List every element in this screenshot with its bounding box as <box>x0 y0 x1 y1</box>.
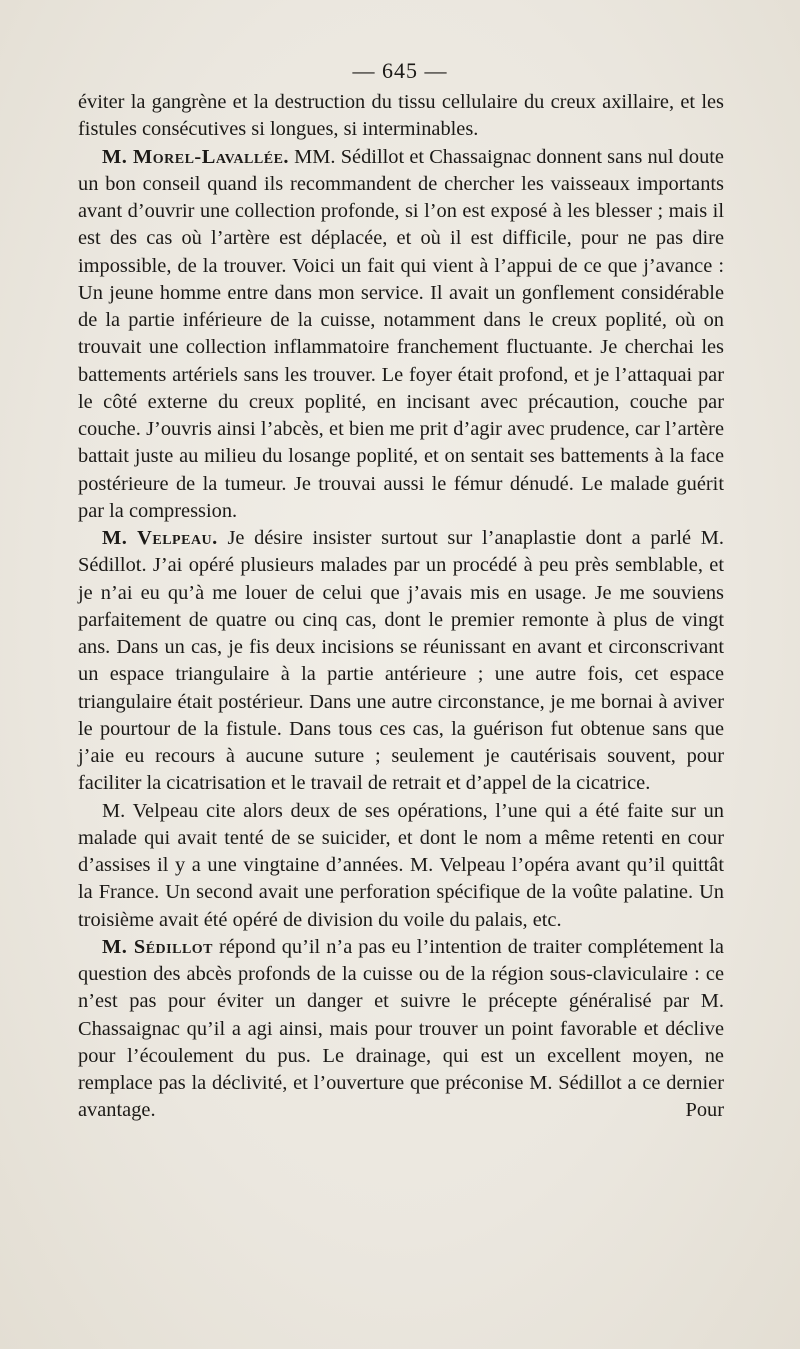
paragraph-text: répond qu’il n’a pas eu l’intention de traiter complétement la question des abcès profonds de la cuisse ou de la région sous-claviculaire : ce n’est pas pour éviter un danger et suivre le précepte généralisé par M. Chassaignac qu’il a agi ainsi, mais pour trouver un point favorable et déclive pour l’écoulement du pus. Le drainage, qui est un excellent moyen, ne remplace pas la déclivité, et l’ouverture que préconise M. Sédillot a ce dernier avantage. Pour <box>78 935 724 1122</box>
speaker-name: M. Morel-Lavallée. <box>102 145 289 168</box>
paragraph-continuation <box>78 89 724 144</box>
paragraph-velpeau <box>78 525 724 798</box>
speaker-name: M. Velpeau. <box>102 527 218 549</box>
speaker-name: M. Sédillot <box>102 935 214 958</box>
page-number: — 645 — <box>352 58 448 83</box>
paragraph-text: MM. Sédillot et Chassaignac donnent sans nul doute un bon conseil quand ils recommandent de chercher les vaisseaux importants avant d’ouvrir une collection profonde, si l’on est exposé à les blesser ; mais il est des cas où l’artère est déplacée, et où il est difficile, pour ne pas dire impossible, de la trouver. Voici un fait qui vient à l’appui de ce que j’avance : Un jeune homme entre dans mon service. Il avait un gonflement considérable de la partie inférieure de la cuisse, notamment dans le creux poplité, où on trouvait une collection inflammatoire franchement fluctuante. Je cherchai les battements artériels sans les trouver. Le foyer était profond, et je l’attaquai par le côté externe du creux poplité, en incisant avec précaution, couche par couche. J’ouvris ainsi l’abcès, et bien me prit d’agir avec prudence, car l’artère battait juste au milieu du losange poplité, et on sentait ses battements à la face postérieure de la tumeur. Je trouvai aussi le fémur dénudé. Le malade guérit par la compression. <box>78 145 724 522</box>
paragraph-velpeau-operations <box>78 798 724 934</box>
paragraph-sedillot <box>78 934 724 1125</box>
paragraph-text: M. Velpeau cite alors deux de ses opérations, l’une qui a été faite sur un malade qui avait tenté de se suicider, et dont le nom a même retenti en cour d’assises il y a une vingtaine d’années. M. Velpeau l’opéra avant qu’il quittât la France. Un second avait une perforation spécifique de la voûte palatine. Un troisième avait été opéré de division du voile du palais, etc. <box>78 799 724 931</box>
paragraph-morel-lavallee <box>78 144 724 526</box>
body-text <box>78 89 724 1125</box>
paragraph-text: Je désire insister surtout sur l’anaplastie dont a parlé M. Sédillot. J’ai opéré plusieurs malades par un procédé à peu près semblable, et je n’ai eu qu’à me louer de celui que j’avais mis en usage. Je me souviens parfaitement de quatre ou cinq cas, dont le premier remonte à plus de vingt ans. Dans un cas, je fis deux incisions se réunissant en avant et circonscrivant un espace triangulaire à la partie antérieure ; une autre fois, cet espace triangulaire était postérieur. Dans une autre circonstance, je me bornai à aviver le pourtour de la fistule. Dans tous ces cas, la guérison fut obtenue sans que j’aie eu recours à aucune suture ; seulement je cautérisais souvent, pour faciliter la cicatrisation et le travail de retrait et d’appel de la cicatrice. <box>78 527 725 795</box>
paragraph-text: éviter la gangrène et la destruction du tissu cellulaire du creux axillaire, et les fistules consécutives si longues, si interminables. <box>78 91 724 141</box>
